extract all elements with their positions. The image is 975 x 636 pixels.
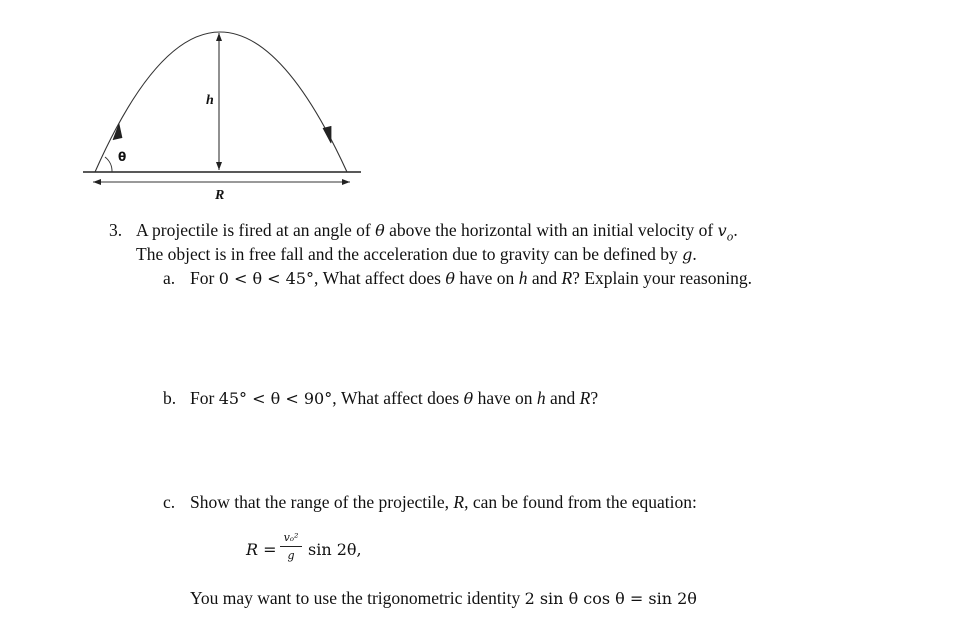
part-c-marker: c.	[163, 492, 176, 512]
r-symbol: R	[579, 388, 591, 408]
height-label: h	[206, 93, 214, 108]
angle-inequality: 0 < θ < 45°	[218, 269, 315, 288]
question-text: Show that the range of the projectile,	[190, 492, 454, 512]
equation-numerator: vₒ²	[283, 531, 299, 544]
h-symbol: h	[536, 388, 546, 408]
question-text: and	[545, 388, 580, 408]
theta-symbol: θ	[375, 221, 385, 240]
projectile-diagram	[0, 0, 975, 215]
r-symbol: R	[561, 268, 573, 288]
problem-text: The object is in free fall and the acceleration due to gravity can be defined by	[136, 244, 683, 264]
hint-text: You may want to use the trigonometric identity	[190, 588, 525, 608]
part-c-question	[190, 492, 697, 512]
part-a-marker: a.	[163, 268, 176, 288]
velocity-symbol: v	[717, 221, 727, 240]
gravity-symbol: g	[682, 245, 693, 264]
part-b-question	[190, 388, 598, 409]
equation-denominator: g	[287, 549, 295, 562]
angle-arc	[105, 157, 112, 172]
r-symbol: R	[453, 492, 465, 512]
trig-identity: 2 sin θ cos θ = sin 2θ	[524, 589, 697, 608]
period: .	[692, 244, 697, 264]
problem-text: above the horizontal with an initial velocity of	[384, 220, 718, 240]
question-text: ? Explain your reasoning.	[572, 268, 752, 288]
range-label: R	[215, 188, 225, 203]
question-text: , can be found from the equation:	[464, 492, 697, 512]
fraction-bar	[280, 546, 302, 547]
theta-symbol: θ	[463, 389, 474, 408]
equation-lhs: R =	[246, 540, 277, 559]
question-text: For	[190, 388, 219, 408]
problem-line-2	[136, 244, 697, 265]
question-text: have on	[473, 388, 537, 408]
question-text: , What affect does	[332, 388, 464, 408]
velocity-subscript: o	[726, 230, 734, 244]
question-text: have on	[455, 268, 519, 288]
question-text: , What affect does	[314, 268, 446, 288]
identity-hint	[190, 588, 697, 609]
equation-rhs: sin 2θ,	[308, 540, 362, 559]
problem-number: 3.	[109, 220, 123, 240]
question-text: ?	[590, 388, 599, 408]
angle-label: θ	[118, 150, 127, 164]
question-text: For	[190, 268, 219, 288]
part-a-question	[190, 268, 752, 289]
h-symbol: h	[518, 268, 528, 288]
problem-text: A projectile is fired at an angle of	[136, 220, 376, 240]
part-b-marker: b.	[163, 388, 177, 408]
question-text: and	[527, 268, 562, 288]
theta-symbol: θ	[445, 269, 456, 288]
trajectory-curve	[95, 32, 347, 172]
descent-direction-arrow	[323, 126, 331, 143]
angle-inequality: 45° < θ < 90°	[218, 389, 333, 408]
period: .	[733, 220, 738, 240]
